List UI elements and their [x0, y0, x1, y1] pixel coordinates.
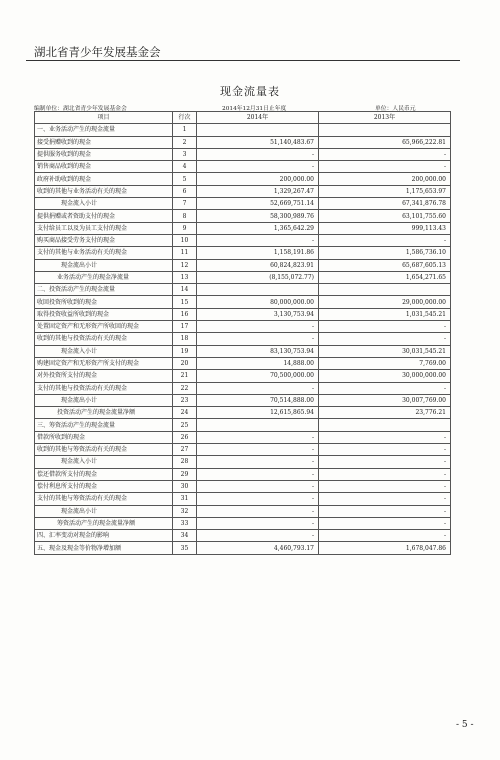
row-2014: 1,365,642.29: [197, 222, 319, 234]
row-line: 15: [173, 296, 197, 308]
row-label: 业务活动产生的现金净流量: [35, 271, 173, 283]
table-row: [35, 419, 451, 431]
row-line: 5: [173, 173, 197, 185]
row-label: 收到的其他与筹资活动有关的现金: [35, 444, 173, 456]
row-2013: 30,031,545.21: [319, 345, 451, 357]
table-row: [35, 247, 451, 259]
table-row: [35, 517, 451, 529]
table-row: [35, 444, 451, 456]
row-line: 18: [173, 333, 197, 345]
row-2014: [197, 124, 319, 136]
row-label: 支付的其他与业务活动有关的现金: [35, 247, 173, 259]
row-label: 偿还借款所支付的现金: [35, 468, 173, 480]
row-2014: -: [197, 444, 319, 456]
cash-flow-table: [34, 111, 451, 555]
table-body: [35, 124, 451, 554]
table-row: [35, 161, 451, 173]
row-2013: -: [319, 468, 451, 480]
row-2014: 70,514,888.00: [197, 394, 319, 406]
table-row: [35, 468, 451, 480]
row-2013: 1,175,653.97: [319, 185, 451, 197]
row-2014: 52,669,751.14: [197, 198, 319, 210]
row-2014: 83,130,753.94: [197, 345, 319, 357]
row-2013: 1,031,545.21: [319, 308, 451, 320]
reporting-entity: 编制单位：湖北省青少年发展基金会: [34, 106, 127, 112]
header-line: 行次: [173, 112, 197, 124]
row-line: 25: [173, 419, 197, 431]
row-2014: [197, 284, 319, 296]
row-label: 借款所收到的现金: [35, 431, 173, 443]
row-2013: 30,000,000.00: [319, 370, 451, 382]
row-line: 33: [173, 517, 197, 529]
row-2014: 4,460,793.17: [197, 542, 319, 554]
row-label: 筹资活动产生的现金流量净额: [35, 517, 173, 529]
table-row: [35, 234, 451, 246]
row-line: 6: [173, 185, 197, 197]
row-line: 26: [173, 431, 197, 443]
row-2014: 70,500,000.00: [197, 370, 319, 382]
row-label: 现金流入小计: [35, 345, 173, 357]
row-label: 投资活动产生的现金流量净额: [35, 407, 173, 419]
table-row: [35, 173, 451, 185]
row-2014: 1,158,191.86: [197, 247, 319, 259]
row-line: 30: [173, 480, 197, 492]
reporting-period: 2014年12月31日止年度: [222, 106, 287, 112]
table-row: [35, 456, 451, 468]
table-row: [35, 210, 451, 222]
row-label: 收回投资所收到的现金: [35, 296, 173, 308]
row-label: 提供捐赠或者资助支付的现金: [35, 210, 173, 222]
row-line: 1: [173, 124, 197, 136]
row-label: 五、现金及现金等价物净增加额: [35, 542, 173, 554]
table-row: [35, 493, 451, 505]
row-label: 偿付利息所支付的现金: [35, 480, 173, 492]
row-label: 支付的其他与投资活动有关的现金: [35, 382, 173, 394]
statement-title: 现金流量表: [220, 85, 280, 98]
row-label: 现金流出小计: [35, 505, 173, 517]
table-row: [35, 296, 451, 308]
row-label: 接受捐赠收到的现金: [35, 136, 173, 148]
row-2014: -: [197, 493, 319, 505]
row-label: 现金流出小计: [35, 259, 173, 271]
row-2014: -: [197, 161, 319, 173]
row-2013: 63,101,755.60: [319, 210, 451, 222]
row-label: 销售商品收到的现金: [35, 161, 173, 173]
row-2014: -: [197, 468, 319, 480]
row-2013: 65,687,605.13: [319, 259, 451, 271]
row-2014: [197, 419, 319, 431]
row-line: 3: [173, 148, 197, 160]
page-number: - 5 -: [456, 720, 474, 730]
row-2013: 67,341,876.78: [319, 198, 451, 210]
table-row: [35, 357, 451, 369]
row-2013: -: [319, 161, 451, 173]
table-row: [35, 271, 451, 283]
table-row: [35, 370, 451, 382]
row-line: 19: [173, 345, 197, 357]
row-2014: 200,000.00: [197, 173, 319, 185]
row-2013: -: [319, 431, 451, 443]
row-line: 4: [173, 161, 197, 173]
table-row: [35, 148, 451, 160]
row-2014: 80,000,000.00: [197, 296, 319, 308]
row-label: 现金流入小计: [35, 456, 173, 468]
row-line: 10: [173, 234, 197, 246]
row-2013: -: [319, 517, 451, 529]
row-label: 政府补助收到的现金: [35, 173, 173, 185]
row-label: 收到的其他与业务活动有关的现金: [35, 185, 173, 197]
row-2013: 1,586,736.10: [319, 247, 451, 259]
row-2014: -: [197, 148, 319, 160]
row-2013: 200,000.00: [319, 173, 451, 185]
row-line: 29: [173, 468, 197, 480]
row-line: 24: [173, 407, 197, 419]
table-row: [35, 431, 451, 443]
row-label: 对外投资所支付的现金: [35, 370, 173, 382]
row-label: 收到的其他与投资活动有关的现金: [35, 333, 173, 345]
row-label: 三、筹资活动产生的现金流量: [35, 419, 173, 431]
row-line: 17: [173, 321, 197, 333]
header-item: 项目: [35, 112, 173, 124]
currency-unit: 单位：人民币元: [375, 106, 416, 112]
row-2014: 58,300,989.76: [197, 210, 319, 222]
table-row: [35, 345, 451, 357]
row-2013: -: [319, 333, 451, 345]
row-label: 一、业务活动产生的现金流量: [35, 124, 173, 136]
row-label: 现金流入小计: [35, 198, 173, 210]
row-label: 支付的其他与筹资活动有关的现金: [35, 493, 173, 505]
row-line: 32: [173, 505, 197, 517]
row-line: 11: [173, 247, 197, 259]
row-line: 14: [173, 284, 197, 296]
row-line: 27: [173, 444, 197, 456]
row-2013: -: [319, 530, 451, 542]
row-line: 8: [173, 210, 197, 222]
row-2013: -: [319, 148, 451, 160]
row-2014: -: [197, 505, 319, 517]
row-2014: 14,888.00: [197, 357, 319, 369]
row-label: 二、投资活动产生的现金流量: [35, 284, 173, 296]
header-divider: [26, 60, 460, 61]
row-line: 12: [173, 259, 197, 271]
row-2014: -: [197, 382, 319, 394]
row-2013: 999,113.43: [319, 222, 451, 234]
row-label: 支付给员工以及为员工支付的现金: [35, 222, 173, 234]
table-row: [35, 198, 451, 210]
row-label: 购买商品接受劳务支付的现金: [35, 234, 173, 246]
row-2014: 1,329,267.47: [197, 185, 319, 197]
row-2014: -: [197, 431, 319, 443]
row-2013: 7,769.00: [319, 357, 451, 369]
table-row: [35, 222, 451, 234]
row-label: 现金流出小计: [35, 394, 173, 406]
row-line: 20: [173, 357, 197, 369]
table-row: [35, 382, 451, 394]
row-2013: 1,678,047.86: [319, 542, 451, 554]
table-row: [35, 124, 451, 136]
table-row: [35, 530, 451, 542]
row-2014: 60,824,823.91: [197, 259, 319, 271]
table-row: [35, 480, 451, 492]
row-2013: -: [319, 456, 451, 468]
row-2014: -: [197, 321, 319, 333]
row-2013: [319, 284, 451, 296]
row-2013: 1,654,271.65: [319, 271, 451, 283]
header-2014: 2014年: [197, 112, 319, 124]
row-2013: 30,007,769.00: [319, 394, 451, 406]
row-2014: -: [197, 456, 319, 468]
table-row: [35, 321, 451, 333]
row-label: 购建固定资产和无形资产所支付的现金: [35, 357, 173, 369]
table-row: [35, 308, 451, 320]
row-2013: [319, 124, 451, 136]
row-2013: 65,966,222.81: [319, 136, 451, 148]
row-2013: -: [319, 234, 451, 246]
row-line: 35: [173, 542, 197, 554]
table-row: [35, 185, 451, 197]
row-label: 处置固定资产和无形资产所收回的现金: [35, 321, 173, 333]
row-line: 21: [173, 370, 197, 382]
table-header-row: [35, 112, 451, 124]
table-row: [35, 259, 451, 271]
row-2014: -: [197, 530, 319, 542]
row-label: 提供服务收到的现金: [35, 148, 173, 160]
row-2014: (8,155,072.77): [197, 271, 319, 283]
row-2013: 29,000,000.00: [319, 296, 451, 308]
row-line: 2: [173, 136, 197, 148]
row-line: 7: [173, 198, 197, 210]
row-2014: -: [197, 517, 319, 529]
row-line: 22: [173, 382, 197, 394]
organization-header: 湖北省青少年发展基金会: [34, 45, 161, 59]
row-line: 28: [173, 456, 197, 468]
row-2014: 12,615,865.94: [197, 407, 319, 419]
row-line: 16: [173, 308, 197, 320]
row-2013: -: [319, 480, 451, 492]
row-2013: -: [319, 493, 451, 505]
row-2014: 51,140,483.67: [197, 136, 319, 148]
table-row: [35, 136, 451, 148]
row-2013: 23,776.21: [319, 407, 451, 419]
row-2013: [319, 419, 451, 431]
table-row: [35, 394, 451, 406]
row-2013: -: [319, 382, 451, 394]
row-2014: 3,130,753.94: [197, 308, 319, 320]
row-label: 四、汇率变动对现金的影响: [35, 530, 173, 542]
row-line: 31: [173, 493, 197, 505]
row-line: 13: [173, 271, 197, 283]
row-line: 23: [173, 394, 197, 406]
table-row: [35, 284, 451, 296]
header-2013: 2013年: [319, 112, 451, 124]
row-label: 取得投资收益所收到的现金: [35, 308, 173, 320]
table-row: [35, 333, 451, 345]
row-2014: -: [197, 480, 319, 492]
row-2013: -: [319, 505, 451, 517]
row-2014: -: [197, 333, 319, 345]
row-2013: -: [319, 444, 451, 456]
row-2014: -: [197, 234, 319, 246]
row-line: 34: [173, 530, 197, 542]
table-row: [35, 542, 451, 554]
table-row: [35, 407, 451, 419]
row-line: 9: [173, 222, 197, 234]
row-2013: -: [319, 321, 451, 333]
table-row: [35, 505, 451, 517]
